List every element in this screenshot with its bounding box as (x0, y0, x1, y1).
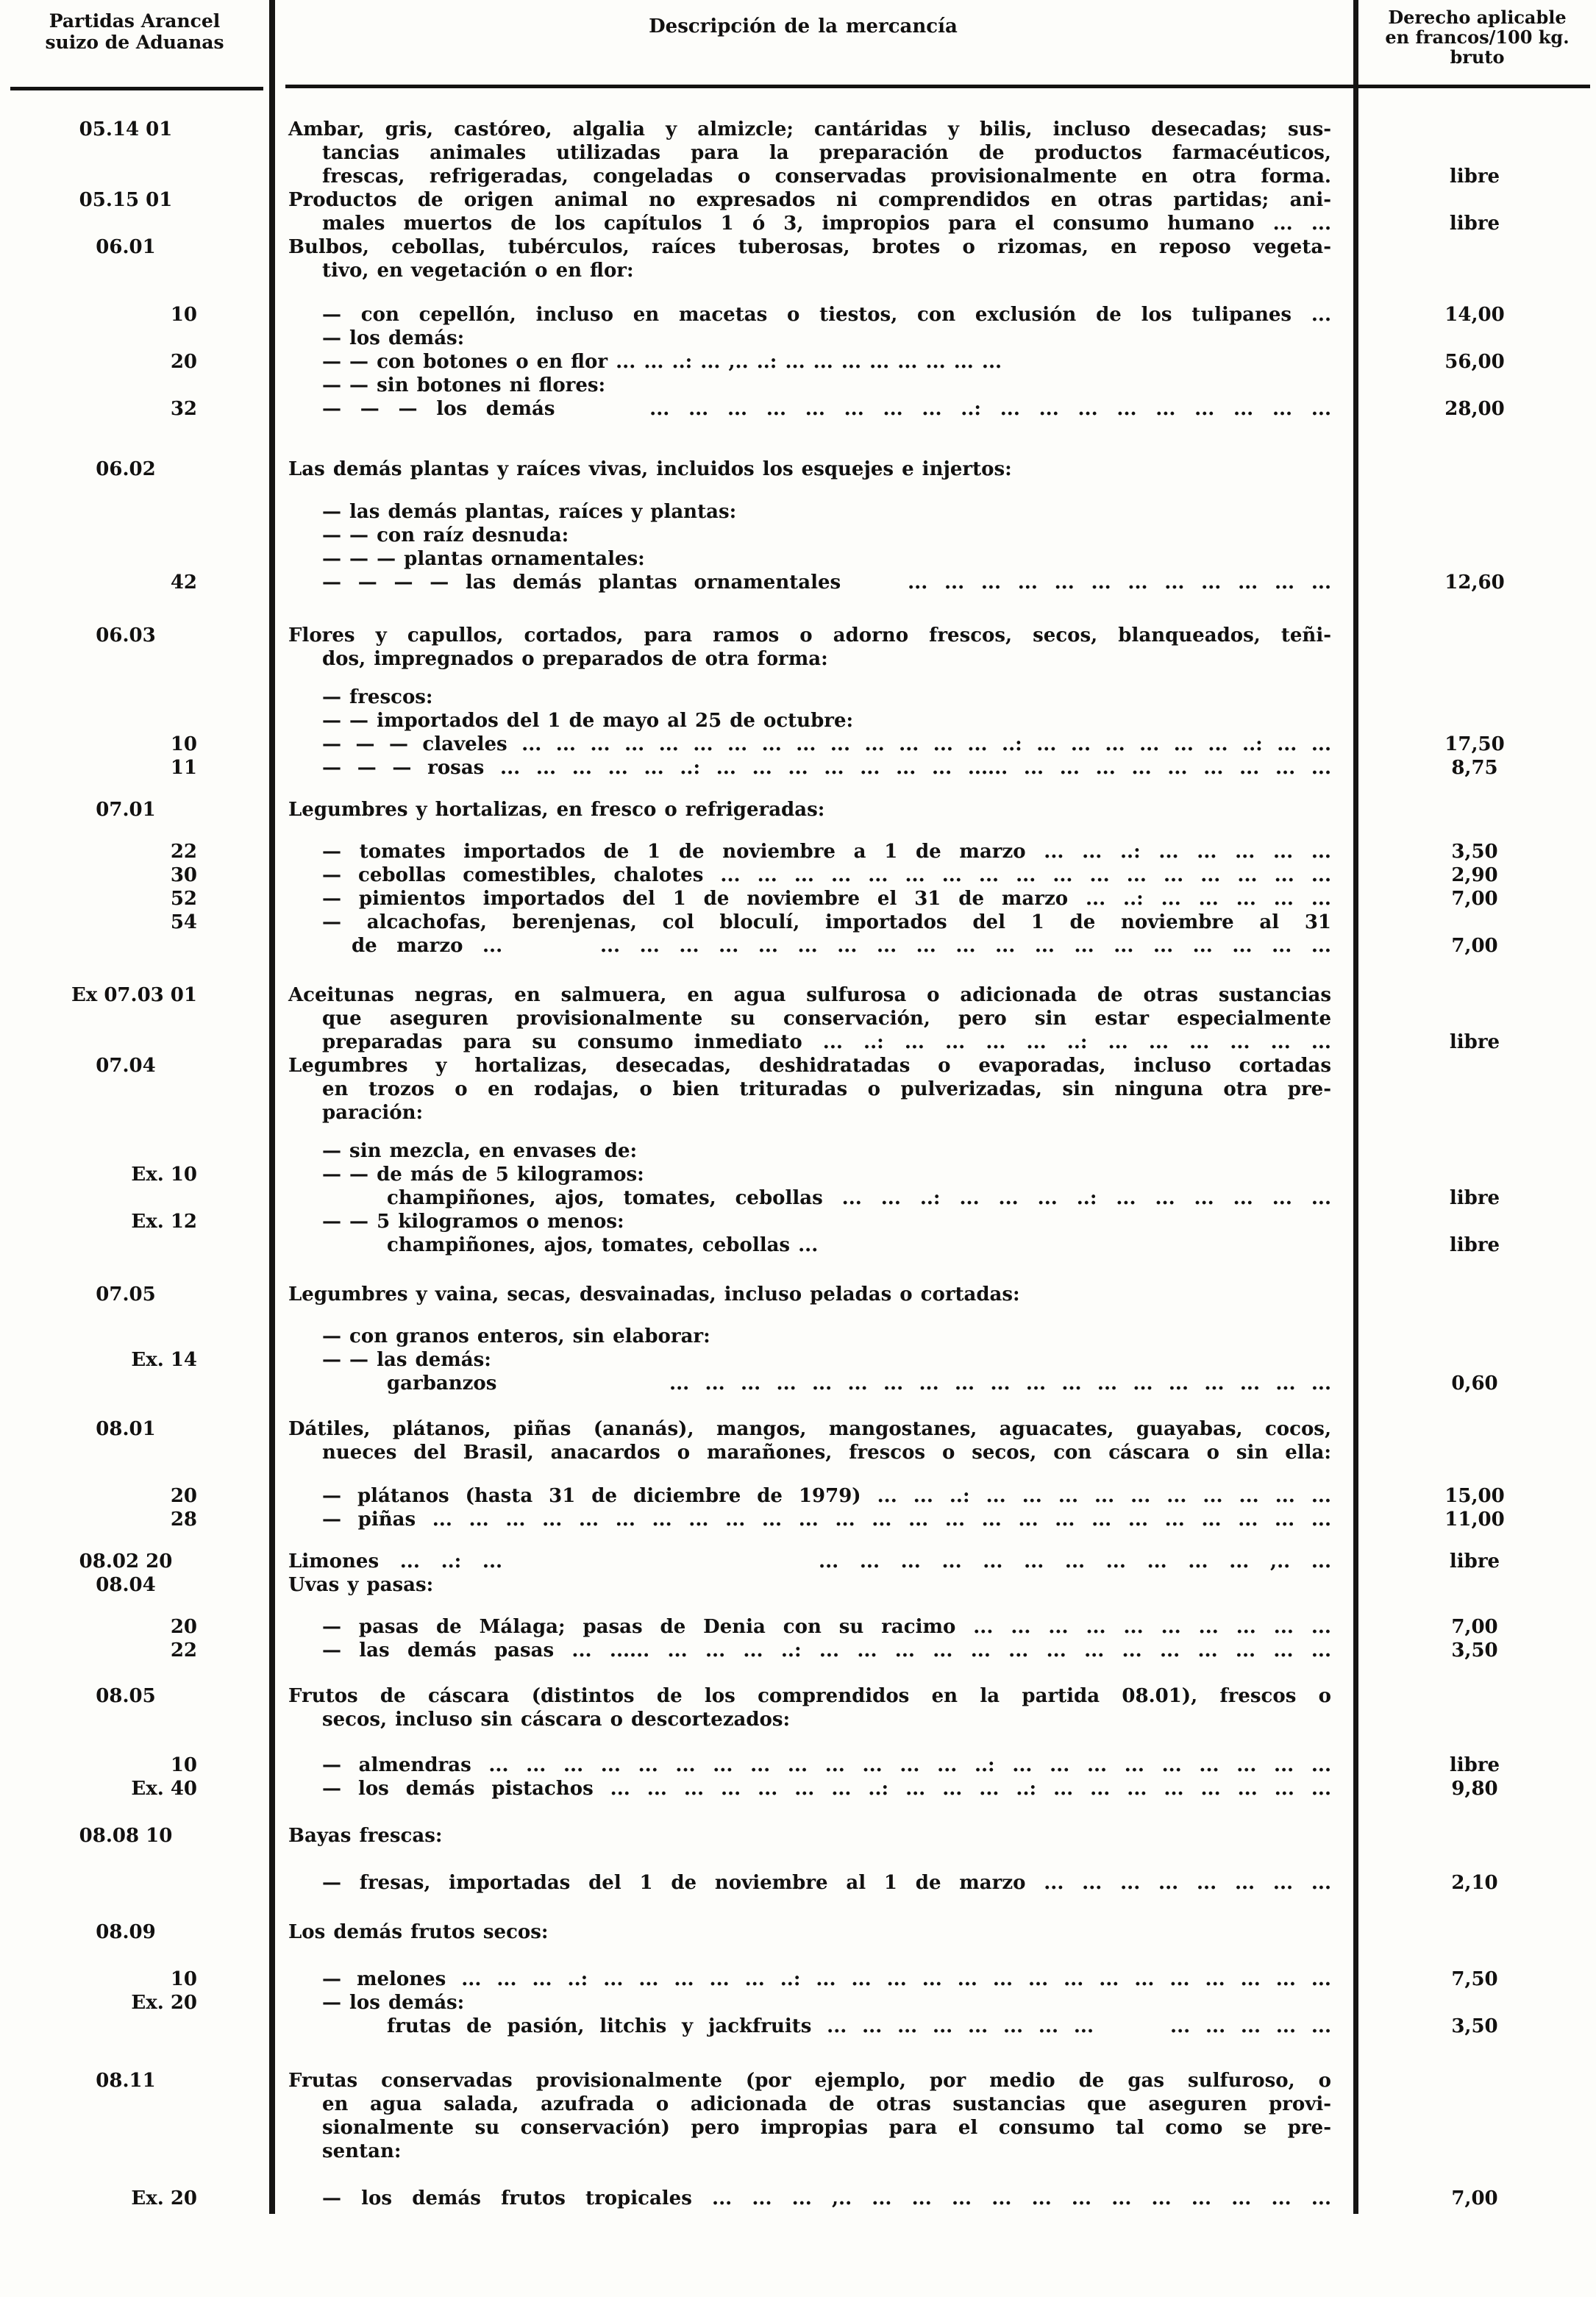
tariff-code: 06.03 (96, 624, 156, 647)
row-description: — los demás pistachos ... ... ... ... ... ... ... ..: ... ... ... ..: ... ... ... ... ... ... ... ... (322, 1778, 1331, 1800)
table-row (0, 2015, 1596, 2038)
tariff-code: 10 (170, 1968, 197, 1990)
row-description: en agua salada, azufrada o adicionada de otras sustancias que aseguren provi- (322, 2093, 1331, 2115)
row-duty-value: 7,00 (1451, 1616, 1498, 1638)
table-row (0, 2140, 1596, 2163)
row-description: — plátanos (hasta 31 de diciembre de 1979) ... ... ..: ... ... ... ... ... ... ... ... ... ... (322, 1485, 1331, 1507)
tariff-code: 05.14 01 (79, 118, 173, 140)
table-row (0, 1372, 1596, 1395)
tariff-code: 11 (170, 757, 197, 779)
row-description: — — con raíz desnuda: (322, 524, 569, 546)
tariff-code: 08.04 (96, 1574, 156, 1596)
row-description: — frescos: (322, 686, 433, 708)
table-row (0, 1078, 1596, 1101)
row-description: Legumbres y hortalizas, desecadas, deshidratadas o evaporadas, incluso cortadas (288, 1055, 1331, 1077)
table-row (0, 571, 1596, 594)
row-description: secos, incluso sin cáscara o descortezados: (322, 1709, 791, 1731)
row-description: — — — — las demás plantas ornamentales ... ... ... ... ... ... ... ... ... ... ... ... (322, 571, 1331, 594)
table-row (0, 259, 1596, 282)
tariff-code: 05.15 01 (79, 189, 173, 211)
table-row (0, 235, 1596, 259)
tariff-table-body (0, 118, 1596, 2210)
table-row (0, 397, 1596, 421)
tariff-code: 32 (170, 398, 197, 420)
tariff-code: Ex. 40 (131, 1778, 197, 1800)
table-row (0, 1573, 1596, 1597)
row-duty-value: libre (1449, 1234, 1500, 1256)
table-row (0, 1684, 1596, 1708)
table-row (0, 1441, 1596, 1464)
row-description: — cebollas comestibles, chalotes ... ... ... ... ... ... ... ... ... ... ... ... ... ... ... ... ... (322, 864, 1331, 886)
header-rule-main (285, 85, 1590, 88)
row-description: — con granos enteros, sin elaborar: (322, 1325, 710, 1347)
table-row (0, 2093, 1596, 2116)
table-row (0, 798, 1596, 822)
tariff-code: 30 (170, 864, 197, 886)
tariff-code: Ex. 12 (131, 1211, 197, 1233)
table-row (0, 141, 1596, 165)
table-row (0, 1007, 1596, 1030)
table-row (0, 1139, 1596, 1163)
table-row (0, 934, 1596, 958)
row-description: — los demás: (322, 1992, 465, 2014)
tariff-code: 06.02 (96, 458, 156, 480)
row-duty-value: 12,60 (1444, 571, 1505, 594)
table-row (0, 1708, 1596, 1731)
table-row (0, 1186, 1596, 1210)
row-duty-value: 2,10 (1451, 1872, 1498, 1894)
row-description: — piñas ... ... ... ... ... ... ... ... ... ... ... ... ... ... ... ... ... ... ... ... ... ... ... ... ... (322, 1509, 1331, 1531)
table-row (0, 1871, 1596, 1895)
table-row (0, 188, 1596, 212)
table-row (0, 840, 1596, 863)
tariff-code: 06.01 (96, 236, 156, 258)
table-row (0, 1054, 1596, 1078)
tariff-code: 07.05 (96, 1283, 156, 1306)
row-description: Productos de origen animal no expresados ni comprendidos en otras partidas; ani- (288, 189, 1331, 211)
table-row (0, 983, 1596, 1007)
row-description: Flores y capullos, cortados, para ramos o adorno frescos, secos, blanqueados, teñi- (288, 624, 1331, 647)
tariff-code: 07.01 (96, 799, 156, 821)
row-description: preparadas para su consumo inmediato ... ..: ... ... ... ... ..: ... ... ... ... ... ... (322, 1031, 1331, 1053)
header-duty-line3: bruto (1450, 46, 1505, 68)
row-description: — sin mezcla, en envases de: (322, 1140, 638, 1162)
row-description: Ambar, gris, castóreo, algalia y almizcle; cantáridas y bilis, incluso desecadas; sus- (288, 118, 1331, 140)
row-duty-value: 15,00 (1444, 1485, 1505, 1507)
row-duty-value: 9,80 (1451, 1778, 1498, 1800)
row-description: Los demás frutos secos: (288, 1921, 549, 1943)
table-row (0, 756, 1596, 780)
row-duty-value: 11,00 (1444, 1509, 1505, 1531)
tariff-code: Ex 07.03 01 (71, 984, 197, 1006)
table-row (0, 1753, 1596, 1777)
tariff-code: 20 (170, 351, 197, 373)
tariff-code: 08.11 (96, 2070, 156, 2092)
tariff-code: 20 (170, 1485, 197, 1507)
tariff-code: Ex. 14 (131, 1349, 197, 1371)
row-duty-value: 7,00 (1451, 935, 1498, 957)
tariff-code: 08.02 20 (79, 1550, 173, 1573)
header-description: Descripción de la mercancía (649, 15, 958, 38)
row-duty-value: libre (1449, 1550, 1500, 1573)
row-description: que aseguren provisionalmente su conservación, pero sin estar especialmente (322, 1008, 1331, 1030)
table-row (0, 2116, 1596, 2140)
row-description: — las demás pasas ... ...... ... ... ... ..: ... ... ... ... ... ... ... ... ... ... ... ... ... ... (322, 1639, 1331, 1662)
tariff-code: Ex. 20 (131, 1992, 197, 2014)
table-row (0, 303, 1596, 327)
row-description: dos, impregnados o preparados de otra forma: (322, 648, 828, 670)
row-duty-value: 28,00 (1444, 398, 1505, 420)
row-description: sionalmente su conservación) pero impropias para el consumo tal como se pre- (322, 2117, 1331, 2139)
row-duty-value: libre (1449, 1187, 1500, 1209)
table-row (0, 1967, 1596, 1991)
row-description: Frutas conservadas provisionalmente (por ejemplo, por medio de gas sulfuroso, o (288, 2070, 1331, 2092)
row-description: — — de más de 5 kilogramos: (322, 1164, 644, 1186)
table-row (0, 118, 1596, 141)
row-description: — melones ... ... ... ..: ... ... ... ... ... ..: ... ... ... ... ... ... ... ... ... ... ... ... ... ... ... (322, 1968, 1331, 1990)
row-description: — pimientos importados del 1 de noviembre el 31 de marzo ... ..: ... ... ... ... ... (322, 888, 1331, 910)
row-duty-value: 14,00 (1444, 304, 1505, 326)
row-duty-value: 56,00 (1444, 351, 1505, 373)
table-row (0, 327, 1596, 350)
table-row (0, 1233, 1596, 1257)
row-description: — los demás frutos tropicales ... ... ... ,.. ... ... ... ... ... ... ... ... ... ... ... ... (322, 2187, 1331, 2209)
row-duty-value: 7,00 (1451, 888, 1498, 910)
row-description: — fresas, importadas del 1 de noviembre al 1 de marzo ... ... ... ... ... ... ... ... (322, 1872, 1331, 1894)
tariff-code: 42 (170, 571, 197, 594)
row-description: champiñones, ajos, tomates, cebollas ... ... ..: ... ... ... ..: ... ... ... ... ... ... (387, 1187, 1331, 1209)
table-row (0, 911, 1596, 934)
header-duty (1358, 7, 1596, 67)
table-row (0, 1777, 1596, 1801)
row-description: — — importados del 1 de mayo al 25 de octubre: (322, 710, 854, 732)
header-tariff-codes-line1: Partidas Arancel (49, 10, 221, 32)
header-rule-left (10, 87, 263, 90)
table-row (0, 2187, 1596, 2210)
tariff-code: 52 (170, 888, 197, 910)
table-row (0, 1991, 1596, 2015)
table-row (0, 887, 1596, 911)
row-description: de marzo ... ... ... ... ... ... ... ... ... ... ... ... ... ... ... ... ... ... ... ... (352, 935, 1331, 957)
table-row (0, 1484, 1596, 1508)
table-row (0, 647, 1596, 671)
header-tariff-codes-line2: suizo de Aduanas (45, 32, 224, 53)
tariff-code: 10 (170, 1754, 197, 1776)
row-description: tancias animales utilizadas para la preparación de productos farmacéuticos, (322, 142, 1331, 164)
row-description: frutas de pasión, litchis y jackfruits ... ... ... ... ... ... ... ... ... ... ... ... ... (387, 2015, 1331, 2037)
table-row (0, 1824, 1596, 1848)
tariff-code: 22 (170, 841, 197, 863)
table-row (0, 374, 1596, 397)
row-description: — las demás plantas, raíces y plantas: (322, 501, 737, 523)
row-duty-value: 8,75 (1451, 757, 1498, 779)
tariff-code: 10 (170, 304, 197, 326)
table-row (0, 1417, 1596, 1441)
row-description: — — 5 kilogramos o menos: (322, 1211, 624, 1233)
table-row (0, 500, 1596, 524)
tariff-code: 08.05 (96, 1685, 156, 1707)
row-description: — los demás: (322, 327, 465, 349)
tariff-code: 28 (170, 1509, 197, 1531)
row-description: — con cepellón, incluso en macetas o tiestos, con exclusión de los tulipanes ... (322, 304, 1331, 326)
table-row (0, 1920, 1596, 1944)
row-description: — — — rosas ... ... ... ... ... ..: ... ... ... ... ... ... ... ...... ... ... ... ... ... ... ... ... ... (322, 757, 1331, 779)
row-description: Las demás plantas y raíces vivas, incluidos los esquejes e injertos: (288, 458, 1012, 480)
tariff-code: 08.08 10 (79, 1825, 173, 1847)
row-duty-value: 3,50 (1451, 2015, 1498, 2037)
row-description: — alcachofas, berenjenas, col bloculí, importados del 1 de noviembre al 31 (322, 911, 1331, 933)
row-description: paración: (322, 1102, 424, 1124)
row-description: Bulbos, cebollas, tubérculos, raíces tuberosas, brotes o rizomas, en reposo vegeta- (288, 236, 1331, 258)
table-row (0, 863, 1596, 887)
tariff-code: 22 (170, 1639, 197, 1662)
row-description: — tomates importados de 1 de noviembre a 1 de marzo ... ... ..: ... ... ... ... ... (322, 841, 1331, 863)
row-description: Uvas y pasas: (288, 1574, 434, 1596)
row-duty-value: 2,90 (1451, 864, 1498, 886)
table-row (0, 1283, 1596, 1306)
table-row (0, 685, 1596, 709)
row-description: — — sin botones ni flores: (322, 374, 606, 396)
header-duty-line1: Derecho aplicable (1388, 7, 1567, 28)
row-description: — — — claveles ... ... ... ... ... ... ... ... ... ... ... ... ... ... ..: ... ... ... ... ... ... ..: ... ... (322, 733, 1331, 755)
table-row (0, 1030, 1596, 1054)
tariff-code: 08.09 (96, 1921, 156, 1943)
table-row (0, 547, 1596, 571)
row-duty-value: 0,60 (1451, 1372, 1498, 1395)
table-row (0, 709, 1596, 733)
table-row (0, 1325, 1596, 1348)
row-description: — pasas de Málaga; pasas de Denia con su racimo ... ... ... ... ... ... ... ... ... ... (322, 1616, 1331, 1638)
tariff-code: 54 (170, 911, 197, 933)
row-description: Limones ... ..: ... ... ... ... ... ... ... ... ... ... ... ... ,.. ... (288, 1550, 1331, 1573)
tariff-code: 07.04 (96, 1055, 156, 1077)
row-duty-value: 17,50 (1444, 733, 1505, 755)
header-tariff-codes (0, 10, 269, 53)
table-row (0, 1210, 1596, 1233)
table-row (0, 165, 1596, 188)
tariff-code: 20 (170, 1616, 197, 1638)
row-duty-value: 7,50 (1451, 1968, 1498, 1990)
tariff-code: 10 (170, 733, 197, 755)
row-description: — almendras ... ... ... ... ... ... ... ... ... ... ... ... ... ..: ... ... ... ... ... ... ... ... ... (322, 1754, 1331, 1776)
table-row (0, 1639, 1596, 1662)
row-description: Bayas frescas: (288, 1825, 443, 1847)
row-duty-value: 3,50 (1451, 841, 1498, 863)
row-description: Legumbres y vaina, secas, desvainadas, incluso peladas o cortadas: (288, 1283, 1020, 1306)
tariff-code: 08.01 (96, 1418, 156, 1440)
row-description: Legumbres y hortalizas, en fresco o refrigeradas: (288, 799, 825, 821)
table-row (0, 1101, 1596, 1125)
table-row (0, 350, 1596, 374)
table-row (0, 733, 1596, 756)
row-duty-value: libre (1449, 213, 1500, 235)
table-row (0, 1615, 1596, 1639)
row-description: Frutos de cáscara (distintos de los comprendidos en la partida 08.01), frescos o (288, 1685, 1331, 1707)
tariff-code: Ex. 20 (131, 2187, 197, 2209)
table-row (0, 457, 1596, 481)
table-row (0, 1163, 1596, 1186)
row-description: — — las demás: (322, 1349, 491, 1371)
row-description: tivo, en vegetación o en flor: (322, 260, 634, 282)
row-description: garbanzos ... ... ... ... ... ... ... ... ... ... ... ... ... ... ... ... ... ... ... (387, 1372, 1331, 1395)
row-duty-value: 3,50 (1451, 1639, 1498, 1662)
row-description: sentan: (322, 2140, 402, 2162)
row-description: — — — plantas ornamentales: (322, 548, 645, 570)
table-row (0, 1508, 1596, 1531)
table-row (0, 524, 1596, 547)
row-description: nueces del Brasil, anacardos o marañones, frescos o secos, con cáscara o sin ella: (322, 1442, 1331, 1464)
row-description: — — — los demás ... ... ... ... ... ... ... ... ..: ... ... ... ... ... ... ... ... ... (322, 398, 1331, 420)
tariff-code: Ex. 10 (131, 1164, 197, 1186)
table-row (0, 1550, 1596, 1573)
header-duty-line2: en francos/100 kg. (1385, 26, 1570, 48)
row-description: champiñones, ajos, tomates, cebollas ... (387, 1234, 819, 1256)
row-description: males muertos de los capítulos 1 ó 3, impropios para el consumo humano ... ... (322, 213, 1331, 235)
row-description: Aceitunas negras, en salmuera, en agua sulfurosa o adicionada de otras sustancias (288, 984, 1331, 1006)
row-duty-value: libre (1449, 1031, 1500, 1053)
table-row (0, 2069, 1596, 2093)
row-duty-value: libre (1449, 1754, 1500, 1776)
row-description: — — con botones o en flor ... ... ..: ... ,.. ..: ... ... ... ... ... ... ... ... (322, 351, 1002, 373)
row-description: en trozos o en rodajas, o bien trituradas o pulverizadas, sin ninguna otra pre- (322, 1078, 1331, 1100)
table-row (0, 212, 1596, 235)
table-row (0, 624, 1596, 647)
row-description: frescas, refrigeradas, congeladas o conservadas provisionalmente en otra forma. (322, 165, 1331, 188)
row-duty-value: libre (1449, 165, 1500, 188)
row-description: Dátiles, plátanos, piñas (ananás), mangos, mangostanes, aguacates, guayabas, cocos, (288, 1418, 1331, 1440)
table-row (0, 1348, 1596, 1372)
row-duty-value: 7,00 (1451, 2187, 1498, 2209)
